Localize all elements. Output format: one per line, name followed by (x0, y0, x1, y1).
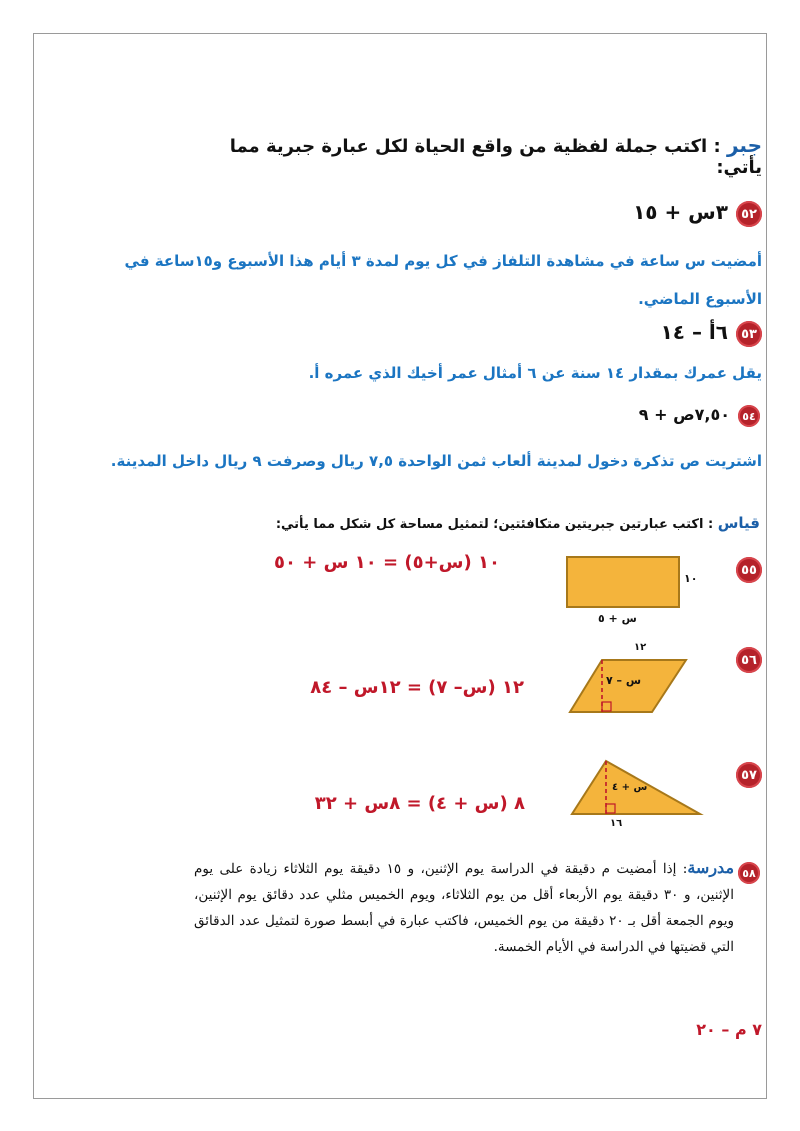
problem-number-badge: ٥٨ (738, 862, 760, 884)
answer-text: أمضيت س ساعة في مشاهدة التلفاز في كل يوم لمدة ٣ أيام هذا الأسبوع و١٥ساعة في الأسبوع الماضي. (124, 252, 762, 308)
rectangle-side-label: ١٠ (684, 572, 698, 585)
parallelogram-top-label: ١٢ (634, 642, 647, 653)
word-problem (194, 855, 734, 960)
school-tag: مدرسة (687, 858, 735, 877)
problem-number-badge: ٥٢ (736, 201, 762, 227)
algebraic-expression: ٦أ – ١٤ (660, 320, 728, 344)
school-text: : إذا أمضيت م دقيقة في الدراسة يوم الإثنين، و ١٥ دقيقة يوم الثلاثاء زيادة على يوم الإثنين، و ٣٠ دقيقة يوم الأربعاء أقل من يوم الثلاثاء، ويوم الخميس مثلي عدد دقائق يوم الإثنين، ويوم الجمعة أقل بـ ٢٠ دقيقة من يوم الخميس، فاكتب عبارة في أبسط صورة لتمثيل عدد الدقائق التي قضيتها في الدراسة في الأيام الخمسة. (194, 861, 735, 955)
algebra-heading (202, 133, 762, 178)
problem-number-badge: ٥٥ (736, 557, 762, 583)
problem-number-badge: ٥٧ (736, 762, 762, 788)
measurement-instruction: : اكتب عبارتين جبريتين متكافئتين؛ لتمثيل مساحة كل شكل مما يأتي: (275, 517, 714, 532)
parallelogram-height-label: س – ٧ (606, 674, 642, 687)
problem-number-badge: ٥٣ (736, 321, 762, 347)
triangle-height-label: س + ٤ (612, 782, 648, 793)
answer-text: يقل عمرك بمقدار ١٤ سنة عن ٦ أمثال عمر أخيك الذي عمره أ. (308, 364, 762, 382)
measurement-tag: قياس (717, 514, 760, 532)
area-expression: ٨ (س + ٤) = ٨س + ٣٢ (314, 793, 525, 814)
final-answer: ٧ م – ٢٠ (696, 1020, 762, 1039)
problem-number-badge: ٥٤ (738, 405, 760, 427)
triangle-base-label: ١٦ (610, 818, 623, 829)
algebra-instruction: : اكتب جملة لفظية من واقع الحياة لكل عبارة جبرية مما يأتي: (229, 136, 762, 178)
area-expression: ١٠ (س+٥) = ١٠ س + ٥٠ (274, 552, 500, 573)
answer-text: اشتريت ص تذكرة دخول لمدينة ألعاب ثمن الواحدة ٧,٥ ريال وصرفت ٩ ريال داخل المدينة. (110, 452, 762, 470)
problem-number-badge: ٥٦ (736, 647, 762, 673)
algebraic-expression: ٣س + ١٥ (633, 200, 728, 224)
rectangle-base-label: س + ٥ (598, 612, 637, 625)
measurement-heading (200, 514, 760, 532)
area-expression: ١٢ (س– ٧) = ١٢س – ٨٤ (310, 677, 524, 698)
algebraic-expression: ٧,٥٠ص + ٩ (638, 405, 730, 424)
algebra-tag: جبر (726, 133, 762, 157)
